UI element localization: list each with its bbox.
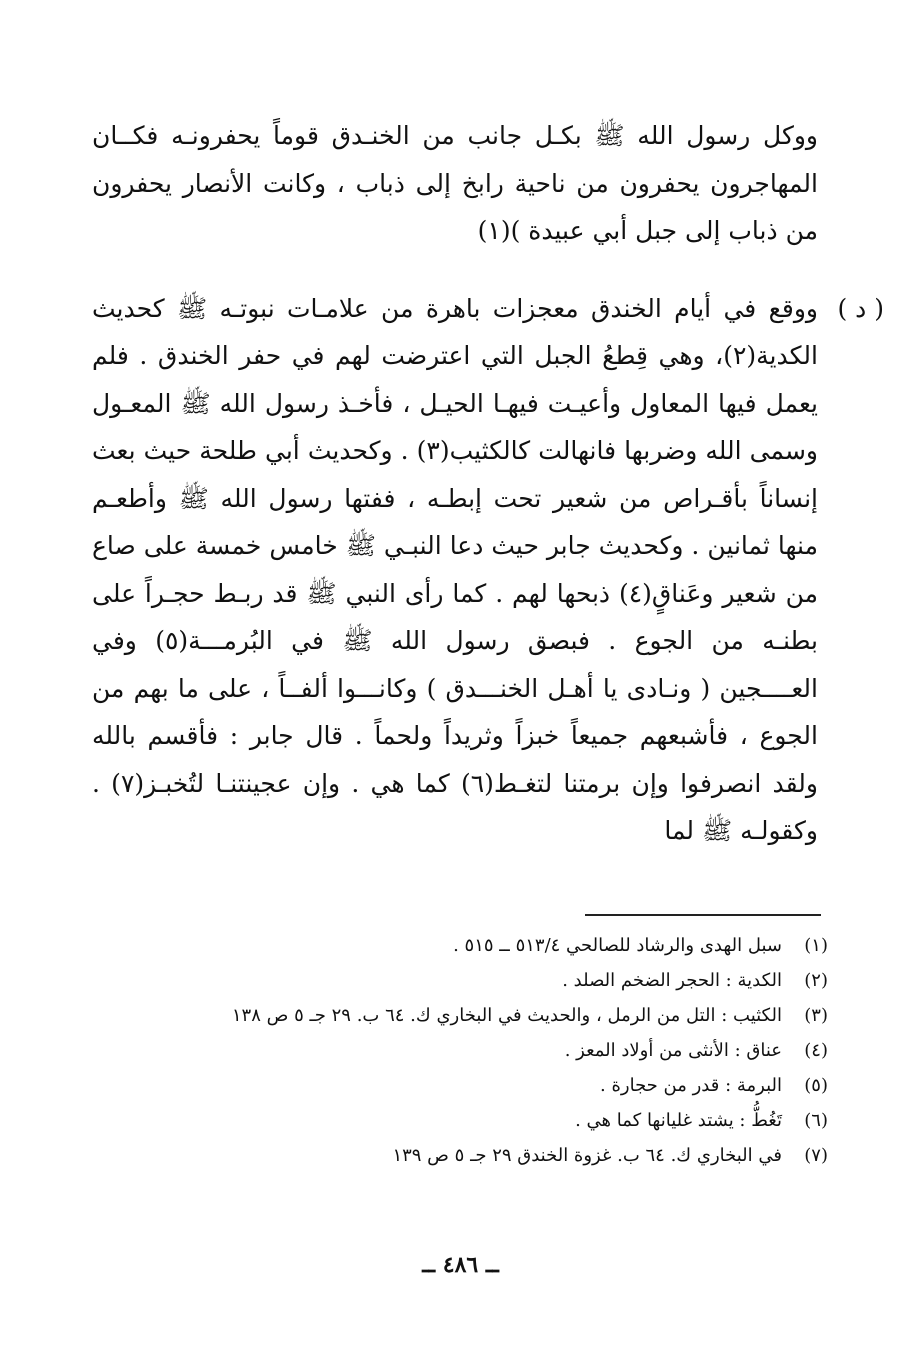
footnote-item <box>150 928 828 963</box>
footnote-number: (١) <box>804 935 828 956</box>
paragraph-d: ووقع في أيام الخندق معجزات باهرة من علامـات نبوتـه ﷺ كحديث الكدية(٢)، وهي قِطعُ الجبل التي اعترضت لهم في حفر الخندق . فلم يعمل فيها المعاول وأعيـت فيهـا الحيـل ، فأخـذ رسول الله ﷺ المعـول وسمى الله وضربها فانهالت كالكثيب(٣) . وكحديث أبي طلحة حيث بعث إنساناً بأقـراص من شعير تحت إبطـه ، ففتها رسول الله ﷺ وأطعـم منها ثمانين . وكحديث جابر حيث دعا النبـي ﷺ خامس خمسة على صاع من شعير وعَناقٍ(٤) ذبحها لهم . كما رأى النبي ﷺ قد ربـط حجـراً على بطنـه من الجوع . فبصق رسول الله ﷺ في البُرمـــة(٥) وفي العــــجين ( ونـادى يا أهـل الخنـــدق ) وكانـــوا ألفــاً ، على ما بهم من الجوع ، فأشبعهم جميعاً خبزاً وثريداً ولحماً . قال جابر : فأقسم بالله ولقد انصرفوا وإن برمتنا لتغـط(٦) كما هي . وإن عجينتنـا لتُخبـز(٧) . وكقولـه ﷺ لما <box>92 293 819 845</box>
footnote-text: سبل الهدى والرشاد للصالحي ٥١٣/٤ ــ ٥١٥ . <box>453 935 782 956</box>
footnote-text: الكدية : الحجر الضخم الصلد . <box>562 970 782 991</box>
footnote-item <box>150 963 828 998</box>
paragraph-d-block <box>92 285 884 855</box>
footnote-number: (٤) <box>804 1040 828 1061</box>
paragraph-a: ووكل رسول الله ﷺ بكـل جانب من الخنـدق قوماً يحفرونـه فكــان المهاجرون يحفرون من ناحية رابخ إلى ذباب ، وكانت الأنصار يحفرون من ذباب إلى جبل أبي عبيدة )(١) <box>92 121 818 245</box>
footnotes <box>150 928 828 1173</box>
footnote-number: (٢) <box>804 970 828 991</box>
footnote-divider <box>585 914 821 916</box>
page-number: ــ ٤٨٦ ــ <box>422 1252 499 1278</box>
footnote-text: في البخاري ك. ٦٤ ب. غزوة الخندق ٢٩ جـ ٥ ص ١٣٩ <box>392 1145 782 1166</box>
paragraph-marker: ( د ) <box>837 293 884 323</box>
footnote-number: (٦) <box>804 1110 828 1131</box>
footnote-item <box>150 1103 828 1138</box>
footnote-item <box>150 1033 828 1068</box>
main-text <box>92 112 884 855</box>
footnote-item <box>150 1068 828 1103</box>
footnote-text: الكثيب : التل من الرمل ، والحديث في البخاري ك. ٦٤ ب. ٢٩ جـ ٥ ص ١٣٨ <box>231 1005 782 1026</box>
footnote-text: عناق : الأنثى من أولاد المعز . <box>564 1040 782 1061</box>
footnote-item <box>150 1138 828 1173</box>
footnote-item <box>150 998 828 1033</box>
footnote-number: (٥) <box>804 1075 828 1096</box>
footnote-text: البرمة : قدر من حجارة . <box>600 1075 782 1096</box>
footnote-number: (٧) <box>804 1145 828 1166</box>
footnote-number: (٣) <box>804 1005 828 1026</box>
footnote-text: تَغُطُّ : يشتد غليانها كما هي . <box>575 1110 782 1131</box>
